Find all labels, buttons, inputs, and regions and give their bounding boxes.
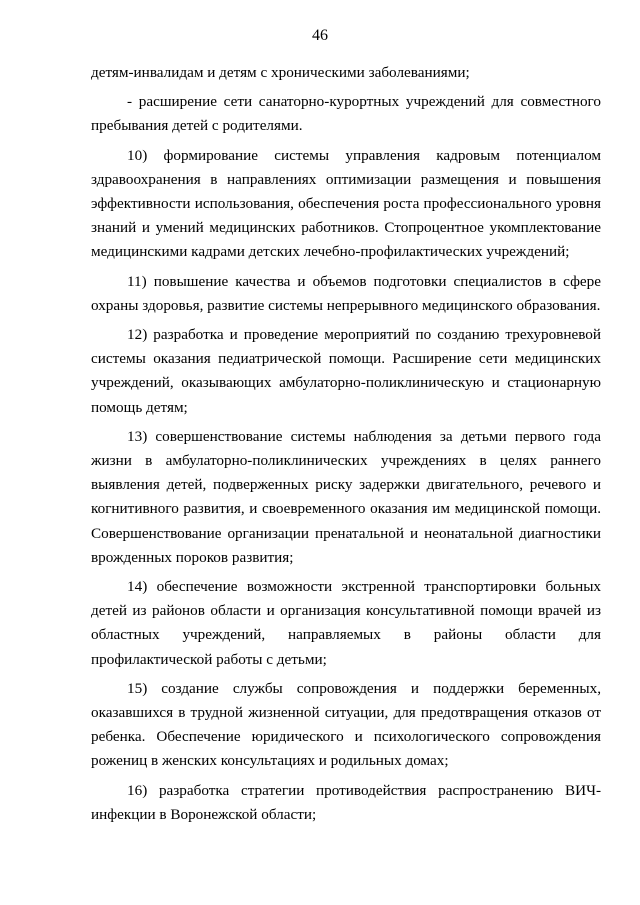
- paragraph-item-13: 13) совершенствование системы наблюдения за детьми первого года жизни в амбулаторно-поликлинических учреждениях в целях раннего выявления детей, подверженных риску задержки двигательного, речевого и когнитивного развития, и своевременного оказания им медицинской помощи. Совершенствование организации пренатальной и неонатальной диагностики врожденных пороков развития;: [91, 427, 601, 566]
- paragraph-continuation: детям-инвалидам и детям с хроническими заболеваниями;: [91, 64, 470, 81]
- paragraph-item-12: 12) разработка и проведение мероприятий по созданию трехуровневой системы оказания педиатрической помощи. Расширение сети медицинских учреждений, оказывающих амбулаторно-поликлиническую и стационарную помощь детям;: [91, 326, 601, 416]
- paragraph-item-16: 16) разработка стратегии противодействия распространению ВИЧ-инфекции в Воронежской области;: [91, 781, 601, 823]
- paragraph-item-14: 14) обеспечение возможности экстренной транспортировки больных детей из районов области и организация консультативной помощи врачей из областных учреждений, направляемых в районы области для профилактической работы с детьми;: [91, 578, 601, 668]
- document-body: [91, 61, 601, 832]
- paragraph-item-11: 11) повышение качества и объемов подготовки специалистов в сфере охраны здоровья, развитие системы непрерывного медицинского образования.: [91, 272, 601, 314]
- paragraph-item-10: 10) формирование системы управления кадровым потенциалом здравоохранения в направлениях оптимизации размещения и повышения эффективности использования, обеспечения роста профессионального уровня знаний и умений медицинских работников. Стопроцентное укомплектование медицинскими кадрами детских лечебно-профилактических учреждений;: [91, 146, 601, 261]
- page-number: 46: [312, 27, 328, 44]
- paragraph-sanatorium: - расширение сети санаторно-курортных учреждений для совместного пребывания детей с родителями.: [91, 93, 601, 135]
- paragraph-item-15: 15) создание службы сопровождения и поддержки беременных, оказавшихся в трудной жизненной ситуации, для предотвращения отказов от ребенка. Обеспечение юридического и психологического сопровождения рожениц в женских консультациях и родильных домах;: [91, 679, 601, 770]
